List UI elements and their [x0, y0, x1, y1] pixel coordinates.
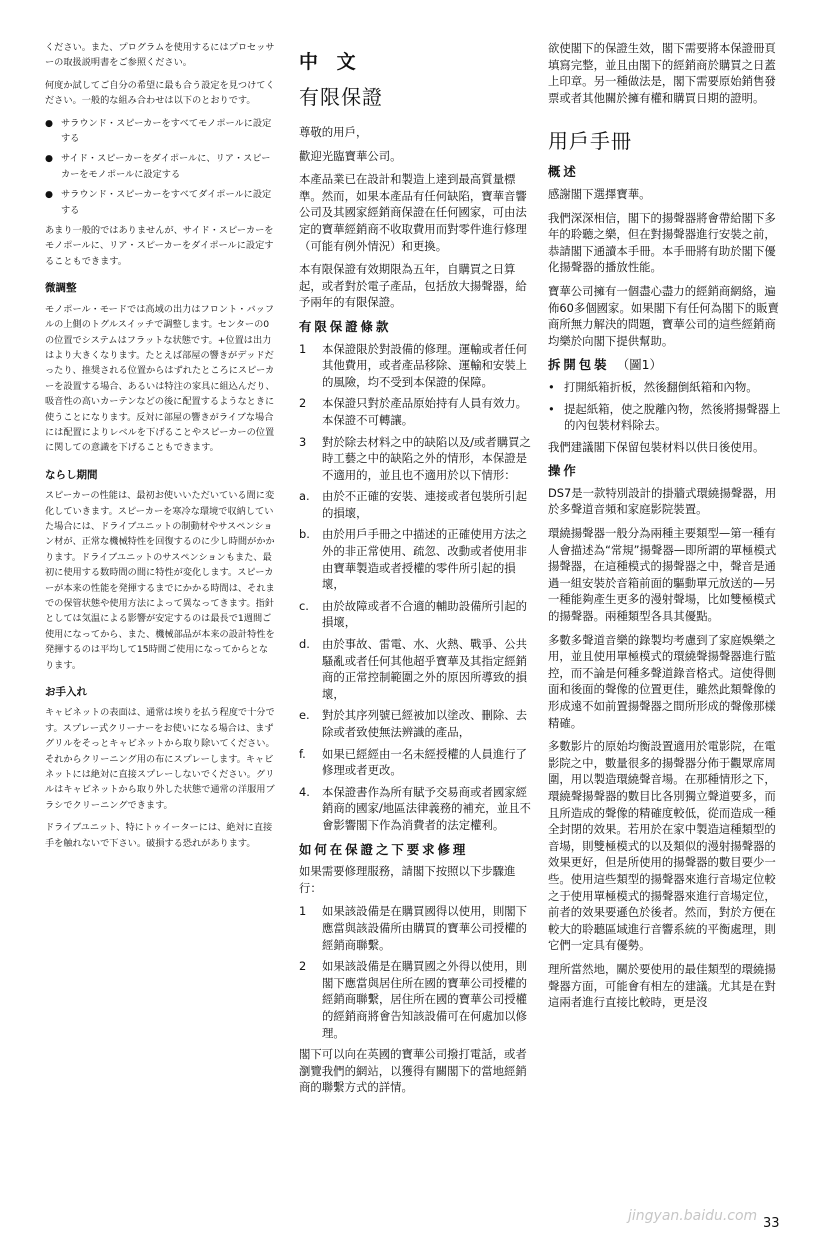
jp-paragraph: あまり一般的ではありませんが、サイド・スピーカーをモノポールに、リア・スピーカーをダイポールに設定することもできます。 [45, 225, 274, 267]
overview-heading: 概述 [548, 164, 579, 180]
manual-title: 用戶手冊 [548, 129, 632, 154]
item-number: 4. [299, 784, 310, 799]
page-number: 33 [763, 1216, 780, 1231]
terms-item [299, 598, 532, 631]
terms-item [299, 636, 532, 702]
item-text: 本保證書作為所有賦予交易商或者國家經銷商的國家/地區法律義務的補充，並且不會影響閣下作為消費者的法定權利。 [322, 784, 531, 832]
jp-paragraph: 何度か試してご自分の希望に最も合う設定を見つけてください。一般的な組み合わせは以下のとおりです。 [45, 79, 275, 107]
bullet-icon: ● [45, 117, 54, 129]
warranty-paragraph: 本產品業已在設計和製造上達到最高質量標準。然而，如果本產品有任何缺陷，寶華音響公司及其國家經銷商保證在任何國家，可由法定的寶華經銷商不收取費用而對零件進行修理（可能有例外情況）和更換。 [299, 172, 527, 253]
item-text: 本保證只對於產品原始持有人員有效力。本保證不可轉讓。 [322, 396, 528, 427]
item-text: 對於除去材料之中的缺陷以及/或者購買之時工藝之中的缺陷之外的情形，本保證是不適用的，並且也不適用於以下情形： [322, 434, 531, 482]
unpack-paragraph: 我們建議閣下保留包裝材料以供日後使用。 [548, 439, 765, 454]
item-number: 3 [299, 434, 307, 449]
operation-paragraph: 理所當然地，關於要使用的最佳類型的環繞揚聲器方面，可能會有相左的建議。尤其是在對這兩者進行直接比較時，更是沒 [548, 961, 776, 1010]
claim-list [299, 903, 532, 1041]
jp-paragraph: ドライブユニット、特にトゥイーターには、絶対に直接手を触れないで下さい。破損する恐れがあります。 [45, 822, 273, 849]
unpack-heading: 拆開包裝 （圖1） [548, 357, 662, 373]
item-number: 1 [299, 341, 307, 356]
operation-paragraph: 多數影片的原始均衡設置適用於電影院，在電影院之中，數量很多的揚聲器分佈于觀眾席周圍，用以製造環繞聲音場。在那種情形之下，環繞聲揚聲器的數目比各別獨立聲道要多，而且所造成的聲像的精確度較低，從而造成一種全封閉的效果。若用於在家中製造這種類型的音場，則雙極模式的以及類似的漫射揚聲器的效果更好，但是所使用的揚聲器的數目要少一些。使用這些類型的揚聲器來進行音場定位較之于使用單極模式的揚聲器來進行音場定位，前者的效果要遜色於後者。然而，對於方便在較大的聆聽區域進行音響系統的平衡處理，則它們一定具有優勢。 [548, 739, 776, 953]
language-title: 中 文 [299, 51, 362, 73]
item-number: f. [299, 746, 306, 761]
item-number: b. [299, 527, 310, 542]
terms-item [299, 434, 532, 484]
terms-item [299, 395, 532, 428]
terms-item [299, 341, 532, 391]
jp-paragraph: スピーカーの性能は、最初お使いいただいている間に変化していきます。スピーカーを寒冷な環境で収納していた場合には、ドライブユニットの制動材やサスペンション材が、正常な機械特性を回復するのに少し時間がかかります。ドライブユニットのサスペンションもまた、最初に使用する数時間の間に特性が変化します。スピーカーが本来の性能を発揮するまでにかかる時間は、それまでの保管状態や使用方法によって異なってきます。指針としては気温による影響が安定するのは最長で1週間ご使用になってから、また、機械部品が本来の設計特性を発揮するのは平均して15時間ご使用になってからとなります。 [45, 490, 275, 671]
overview-paragraph: 我們深深相信，閣下的揚聲器將會帶給閣下多年的聆聽之樂，但在對揚聲器進行安裝之前，恭請閣下通讀本手冊。本手冊將有助於閣下優化揚聲器的播放性能。 [548, 210, 776, 275]
item-text: 由於不正確的安裝、連接或者包裝所引起的損壞， [322, 489, 528, 520]
jp-intro: ください。また、プログラムを使用するにはプロセッサーの取扱説明書をご参照ください。 [45, 42, 275, 69]
jp-heading-break-in: ならし期間 [45, 468, 98, 481]
watermark: jingyan.baidu.com [628, 1208, 758, 1224]
item-text: 由於事故、雷電、水、火熱、戰爭、公共騷亂或者任何其他超乎寶華及其指定經銷商的正常控制範圍之外的原因所導致的損壞， [322, 637, 528, 701]
item-number: d. [299, 637, 310, 652]
claim-outro: 閣下可以向在英國的寶華公司撥打電話，或者瀏覽我們的網站，以獲得有關閣下的當地經銷商的聯繫方式的詳情。 [299, 1047, 527, 1095]
bullet-icon: • [548, 379, 555, 394]
jp-bullet-item: ● サラウンド・スピーカーをすべてモノポールに設定する [45, 117, 272, 145]
japanese-column [45, 40, 277, 858]
validity-paragraph: 欲使閣下的保證生效，閣下需要將本保證冊頁填寫完整，並且由閣下的經銷商於購買之日蓋上印章。另一種做法是，閣下需要原始銷售發票或者其他關於擁有權和購買日期的證明。 [548, 41, 776, 105]
operation-paragraph: 多數多聲道音樂的錄製均考慮到了家庭娛樂之用，並且使用單極模式的環繞聲揚聲器進行監控，而不論是何種多聲道錄音格式。這使得側面和後面的聲像的位置更佳，雖然此類聲像的形成遠不如前置揚聲器之間所形成的聲像那樣精確。 [548, 632, 776, 730]
overview-paragraph: 寶華公司擁有一個盡心盡力的經銷商網絡，遍佈60多個國家。如果閣下有任何為閣下的販賣商所無力解決的問題，寶華公司的這些經銷商均樂於向閣下提供幫助。 [548, 283, 779, 348]
jp-bullet-item: ● サイド・スピーカーをダイポールに、リア・スピーカーをモノポールに設定する [45, 153, 271, 180]
item-number: 1 [299, 904, 307, 919]
item-text: 本保證限於對設備的修理。運輸或者任何其他費用，或者產品移除、運輸和安裝上的風險，均不受到本保證的保障。 [322, 341, 528, 389]
terms-item [299, 707, 532, 740]
item-text: 如果已經經由一名未經授權的人員進行了修理或者更改。 [322, 746, 528, 778]
claim-item [299, 958, 532, 1041]
warranty-paragraph: 本有限保證有效期限為五年，自購買之日算起，或者對於電子產品，包括放大揚聲器，給予兩年的有限保證。 [299, 262, 527, 310]
jp-paragraph: モノポール・モードでは高域の出力はフロント・バッフルの上側のトグルスイッチで調整します。センターの0の位置でシステムはフラットな状態です。+位置は出力はより大きくなります。たとえば部屋の響きがデッドだったり、推奨される位置からはずれたところにスピーカーを設置する場合、あるいは特注の家具に組込んだり、吸音性の高いカーテンなどの後に配置するようなときに使うことになります。反対に部屋の響きがライブな場合には配置によりレベルを下げることやスピーカーの位置に関しての意識を下げることもできます。 [45, 303, 275, 454]
item-text: 如果該設備是在購買國之外得以使用，則閣下應當與居住所在國的寶華公司授權的經銷商聯繫，居住所在國的寶華公司授權的經銷商將會告知該設備可在何處加以修理。 [322, 959, 528, 1040]
jp-heading-fine-adjust: 微調整 [45, 282, 77, 295]
claim-heading: 如何在保證之下要求修理 [299, 841, 469, 857]
greeting: 歡迎光臨寶華公司。 [299, 148, 402, 163]
warranty-title: 有限保證 [299, 85, 383, 109]
item-text: 對於其序列號已經被加以塗改、刪除、去除或者致使無法辨識的產品， [322, 708, 528, 739]
bullet-icon: ● [45, 189, 54, 201]
terms-heading: 有限保證條款 [299, 318, 392, 334]
operation-heading: 操作 [548, 463, 579, 479]
operation-paragraph: DS7是一款特別設計的掛牆式環繞揚聲器，用於多聲道音頻和家庭影院裝置。 [548, 485, 777, 517]
unpack-bullet: • 提起紙箱，使之脫離內物，然後將揚聲器上的內包裝材料除去。 [548, 401, 781, 433]
item-text: 由於故障或者不合適的輔助設備所引起的損壞， [322, 598, 528, 630]
item-number: e. [299, 708, 310, 723]
terms-item [299, 746, 532, 779]
claim-item [299, 903, 532, 953]
bullet-icon: ● [45, 153, 54, 165]
item-number: c. [299, 598, 309, 613]
jp-heading-care: お手入れ [45, 686, 87, 699]
jp-bullet-item: ● サラウンド・スピーカーをすべてダイポールに設定する [45, 189, 272, 216]
jp-paragraph: キャビネットの表面は、通常は埃りを払う程度で十分です。スプレー式クリーナーをお使いになる場合は、まずグリルをそっとキャビネットから取り除いてください。それからクリーニング用の布にスプレーします。キャビネットには絶対に直接スプレーしないでください。グリルはキャビネットから取り外した状態で通常の洋服用ブラシでクリーニングできます。 [45, 707, 275, 811]
item-number: a. [299, 489, 310, 504]
chinese-warranty-column [299, 40, 532, 1103]
terms-list [299, 341, 532, 834]
item-text: 如果該設備是在購買國得以使用，則閣下應當與該設備所由購買的寶華公司授權的經銷商聯繫。 [322, 904, 528, 952]
figure-reference: （圖1） [616, 357, 662, 373]
claim-intro: 如果需要修理服務，請閣下按照以下步驟進行： [299, 864, 516, 895]
terms-item [299, 784, 532, 834]
overview-paragraph: 感謝閣下選擇寶華。 [548, 186, 651, 201]
chinese-manual-column [548, 40, 782, 1018]
terms-item [299, 488, 532, 521]
operation-paragraph: 環繞揚聲器一般分為兩種主要類型—第一種有人會描述為“常規”揚聲器—即所謂的單極模式揚聲器，在這種模式的揚聲器之中，聲音是通過一組安裝於音箱前面的驅動單元放送的—另一種能夠產生更多的漫射聲場，比如雙極模式的揚聲器。兩種類型各具其優點。 [548, 526, 777, 624]
item-number: 2 [299, 959, 307, 974]
greeting: 尊敬的用戶， [299, 125, 368, 139]
bullet-icon: • [548, 401, 555, 416]
unpack-bullet: • 打開紙箱折板，然後翻倒紙箱和內物。 [548, 379, 758, 394]
item-number: 2 [299, 396, 307, 411]
terms-item [299, 526, 532, 592]
item-text: 由於用戶手冊之中描述的正確使用方法之外的非正常使用、疏忽、改動或者使用非由寶華製造或者授權的零件所引起的損壞， [322, 527, 528, 592]
